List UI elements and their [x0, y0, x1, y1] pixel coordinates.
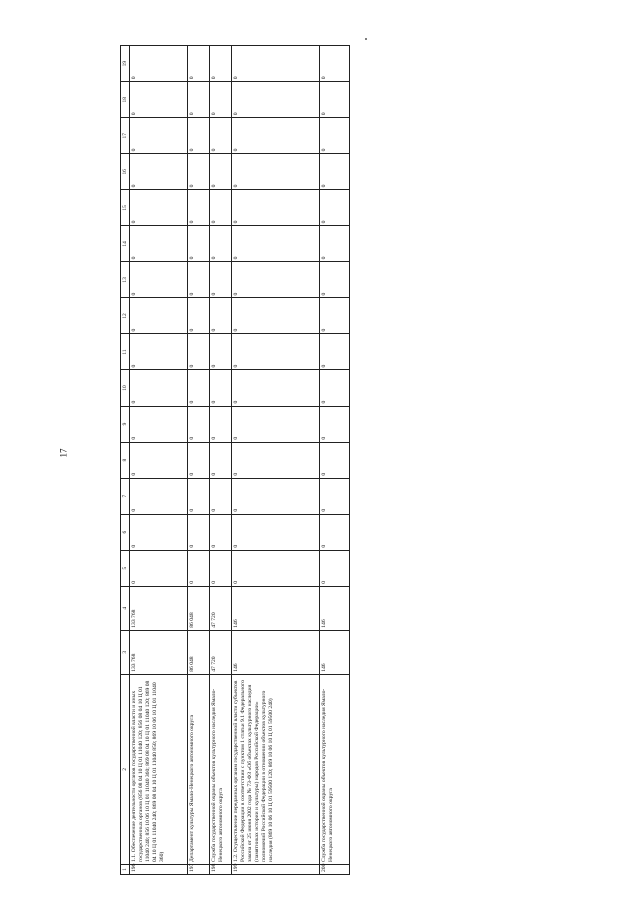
cell-value: 0 [320, 406, 350, 442]
row-number: 200 [320, 865, 350, 875]
cell-value: 86 048 [188, 586, 210, 630]
table-row [130, 46, 188, 875]
cell-value: 0 [320, 514, 350, 550]
cell-value: 0 [210, 550, 232, 586]
cell-value: 0 [210, 154, 232, 190]
column-header: 12 [121, 298, 130, 334]
cell-value: 0 [320, 82, 350, 118]
cell-value: 0 [130, 406, 188, 442]
cell-value: 0 [130, 82, 188, 118]
column-header: 17 [121, 118, 130, 154]
cell-value: 0 [210, 514, 232, 550]
column-header: 18 [121, 82, 130, 118]
cell-value: 0 [130, 46, 188, 82]
cell-value: 133 768 [130, 586, 188, 630]
cell-value: 0 [320, 118, 350, 154]
cell-value: 0 [232, 514, 320, 550]
cell-value: 0 [188, 262, 210, 298]
column-header: 15 [121, 190, 130, 226]
cell-value: 0 [320, 262, 350, 298]
cell-value: 0 [130, 478, 188, 514]
row-number: 197 [188, 865, 210, 875]
cell-value: 0 [320, 46, 350, 82]
row-number: 199 [232, 865, 320, 875]
cell-value: 0 [188, 82, 210, 118]
cell-value: 0 [210, 406, 232, 442]
cell-value: 0 [130, 370, 188, 406]
cell-value: 0 [320, 334, 350, 370]
column-header: 1 [121, 865, 130, 875]
cell-value: 146 [320, 630, 350, 674]
cell-value: 0 [232, 154, 320, 190]
row-number: 196 [130, 865, 188, 875]
column-header: 14 [121, 226, 130, 262]
cell-value: 0 [188, 226, 210, 262]
cell-value: 0 [232, 550, 320, 586]
cell-value: 0 [232, 46, 320, 82]
cell-value: 0 [232, 190, 320, 226]
cell-value: 0 [210, 298, 232, 334]
cell-value: 0 [188, 550, 210, 586]
column-header: 4 [121, 586, 130, 630]
cell-value: 0 [232, 334, 320, 370]
cell-value: 0 [130, 154, 188, 190]
cell-value: 0 [320, 550, 350, 586]
column-header: 16 [121, 154, 130, 190]
cell-value: 47 720 [210, 630, 232, 674]
table-row [188, 46, 210, 875]
cell-value: 0 [130, 334, 188, 370]
row-name: 1.1. Обеспечение деятельности органов государственной власти и иных государственных органов (856 08 04 10 Ц 01 11040 120; 856 08 04 10 Ц 01 11040 240; 856 10 06 10 Ц 01 11040 360; 869 08 04 10 Ц 01 11040 120; 869 08 04 10 Ц 01 11040 240; 869 08 04 10 Ц 01 11040 850; 869 10 06 10 Ц 01 11040 360) [130, 674, 188, 864]
cell-value: 0 [188, 190, 210, 226]
cell-value: 0 [320, 190, 350, 226]
cell-value: 0 [210, 226, 232, 262]
cell-value: 146 [232, 586, 320, 630]
cell-value: 0 [232, 298, 320, 334]
column-header: 9 [121, 406, 130, 442]
cell-value: 0 [232, 406, 320, 442]
header-row [121, 46, 130, 875]
cell-value: 0 [130, 262, 188, 298]
cell-value: 0 [210, 478, 232, 514]
table-row [232, 46, 320, 875]
cell-value: 0 [320, 226, 350, 262]
cell-value: 146 [232, 630, 320, 674]
cell-value: 0 [130, 190, 188, 226]
cell-value: 0 [188, 118, 210, 154]
cell-value: 0 [210, 262, 232, 298]
column-header: 13 [121, 262, 130, 298]
cell-value: 47 720 [210, 586, 232, 630]
cell-value: 0 [320, 478, 350, 514]
cell-value: 0 [232, 442, 320, 478]
cell-value: 0 [188, 154, 210, 190]
cell-value: 0 [320, 298, 350, 334]
budget-table [120, 45, 350, 875]
cell-value: 0 [210, 442, 232, 478]
table-row [320, 46, 350, 875]
column-header: 8 [121, 442, 130, 478]
table-row [210, 46, 232, 875]
column-header: 11 [121, 334, 130, 370]
cell-value: 0 [210, 334, 232, 370]
cell-value: 0 [188, 406, 210, 442]
cell-value: 0 [188, 514, 210, 550]
row-name: 1.2. Осуществление переданных органам государственной власти субъектов Российской Федерации в соответствии с пунктом 1 статьи 9.1 Федерального закона от 25 июня 2002 года № 73-ФЗ «Об объектах культурного наследия (памятниках истории и культуры) народов Российской Федерации» полномочий Российской Федерации в отношении объектов культурного наследия (869 10 06 10 Ц 01 59500 120; 869 10 06 10 Ц 01 59500 240) [232, 674, 320, 864]
cell-value: 0 [232, 82, 320, 118]
page-number: 17 [58, 448, 69, 458]
cell-value: 0 [320, 154, 350, 190]
cell-value: 0 [130, 550, 188, 586]
cell-value: 133 768 [130, 630, 188, 674]
cell-value: 0 [232, 262, 320, 298]
column-header: 7 [121, 478, 130, 514]
column-header: 10 [121, 370, 130, 406]
cell-value: 0 [130, 298, 188, 334]
row-name: Служба государственной охраны объектов культурного наследия Ямало-Ненецкого автономного округа [210, 674, 232, 864]
cell-value: 0 [188, 298, 210, 334]
cell-value: 0 [210, 118, 232, 154]
column-header: 6 [121, 514, 130, 550]
cell-value: 0 [130, 442, 188, 478]
cell-value: 0 [232, 370, 320, 406]
cell-value: 0 [188, 442, 210, 478]
cell-value: 0 [320, 442, 350, 478]
cell-value: 86 048 [188, 630, 210, 674]
cell-value: 0 [232, 226, 320, 262]
cell-value: 0 [188, 334, 210, 370]
cell-value: 0 [130, 118, 188, 154]
cell-value: 0 [130, 514, 188, 550]
cell-value: 0 [130, 226, 188, 262]
cell-value: 0 [232, 118, 320, 154]
cell-value: 0 [232, 478, 320, 514]
column-header: 2 [121, 674, 130, 864]
cell-value: 0 [188, 46, 210, 82]
cell-value: 0 [210, 46, 232, 82]
cell-value: 0 [188, 370, 210, 406]
column-header: 3 [121, 630, 130, 674]
rotated-table-container [120, 45, 350, 875]
cell-value: 146 [320, 586, 350, 630]
scan-speck [365, 38, 367, 40]
row-name: Служба государственной охраны объектов культурного наследия Ямало-Ненецкого автономного округа [320, 674, 350, 864]
row-name: Департамент культуры Ямало-Ненецкого автономного округа [188, 674, 210, 864]
cell-value: 0 [210, 82, 232, 118]
cell-value: 0 [188, 478, 210, 514]
row-number: 198 [210, 865, 232, 875]
cell-value: 0 [320, 370, 350, 406]
column-header: 5 [121, 550, 130, 586]
cell-value: 0 [210, 190, 232, 226]
column-header: 19 [121, 46, 130, 82]
cell-value: 0 [210, 370, 232, 406]
